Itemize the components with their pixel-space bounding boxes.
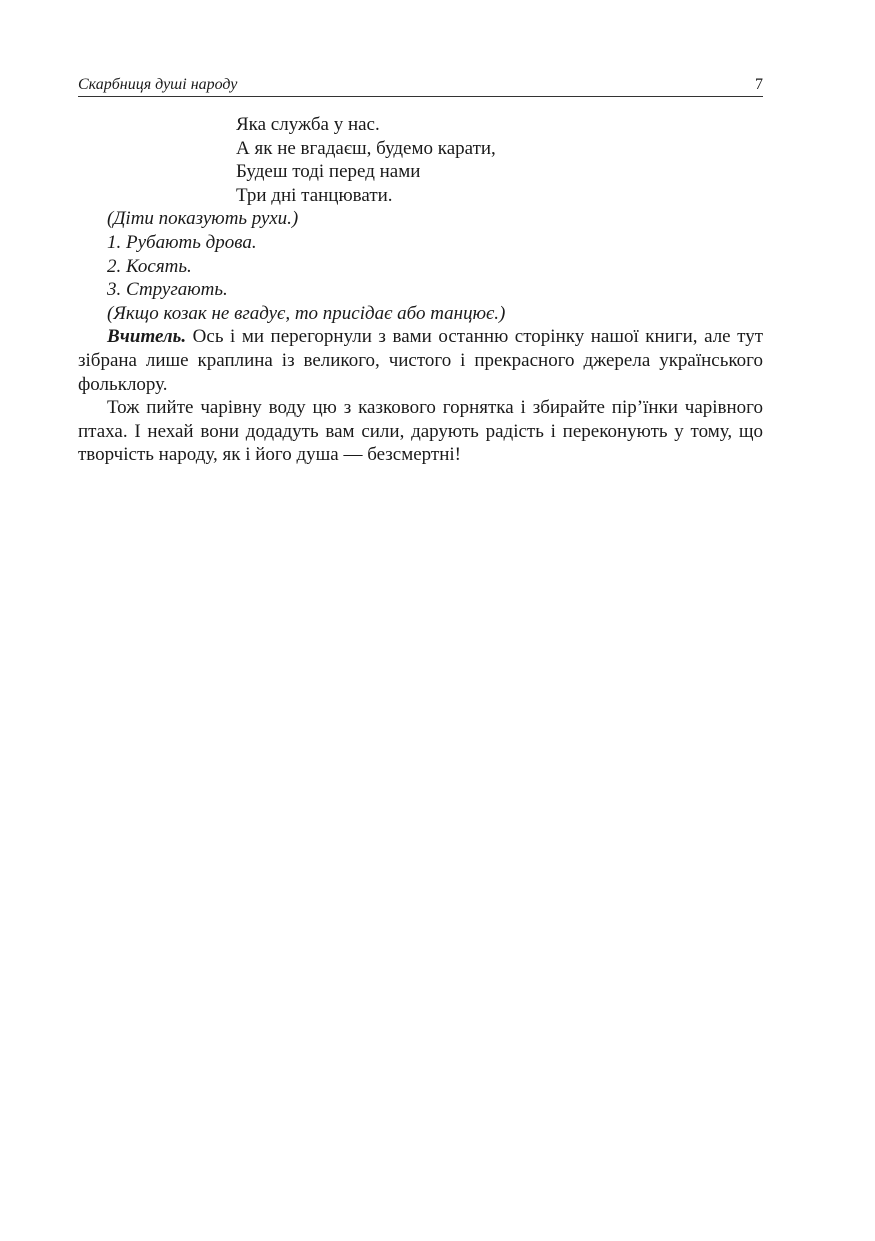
- page: [78, 74, 763, 467]
- page-number: 7: [755, 76, 763, 93]
- stage-direction: 3. Стругають.: [107, 279, 228, 301]
- stage-direction: (Діти показують рухи.): [107, 208, 299, 230]
- stage-direction: 1. Рубають дрова.: [107, 231, 257, 253]
- stage-direction: (Якщо козак не вгадує, то присідає або танцює.): [107, 302, 506, 324]
- body-text: [78, 113, 763, 467]
- verse-line: А як не вгадаєш, будемо карати,: [236, 137, 496, 159]
- running-title: Скарбниця душі народу: [78, 76, 238, 93]
- speaker-label: Вчитель.: [107, 326, 187, 348]
- running-header: [78, 74, 763, 97]
- verse-line: Яка служба у нас.: [236, 114, 380, 135]
- verse-line: Три дні танцювати.: [236, 184, 393, 206]
- verse: [236, 113, 763, 207]
- verse-line: Будеш тоді перед нами: [236, 161, 421, 183]
- stage-direction: 2. Косять.: [107, 255, 192, 277]
- speech-text: Ось і ми перегорнули з вами останню сторінку нашої книги, але тут зібрана лише краплина із великого, чистого і прекрасного джерела українського фольклору.: [78, 326, 763, 395]
- closing-paragraph: Тож пийте чарівну воду цю з казкового горнятка і збирайте пір’їнки чарівного птаха. І нехай вони додадуть вам сили, дарують радість і переконують у тому, що творчість народу, як і його душа — безсмертні!: [78, 397, 763, 466]
- teacher-speech: [78, 325, 763, 396]
